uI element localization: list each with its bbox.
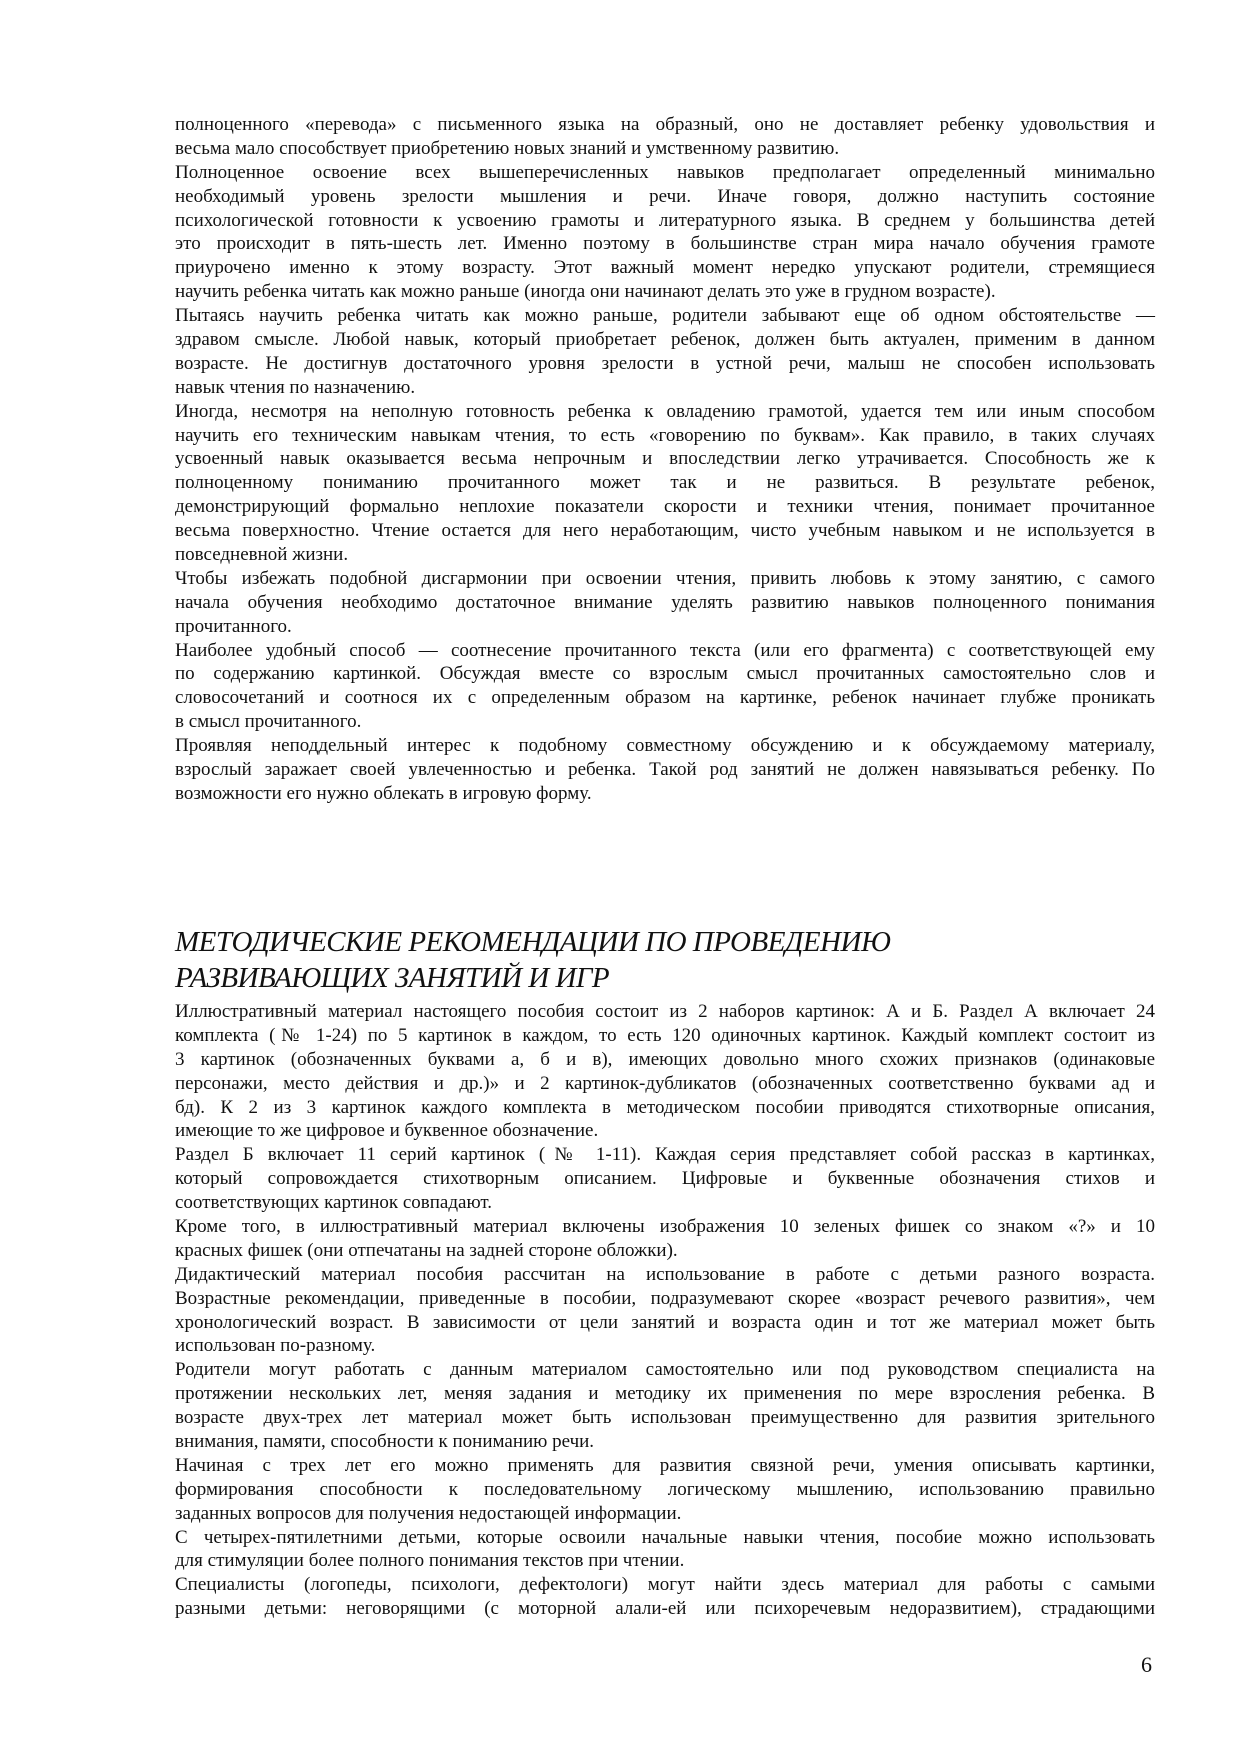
- text-line: Родители могут работать с данным материалом самостоятельно или под руководством специалиста на: [175, 1359, 1155, 1381]
- paragraph: [175, 1143, 1155, 1215]
- text-line: Пытаясь научить ребенка читать как можно раньше, родители забывают еще об одном обстоятельстве —: [175, 305, 1155, 327]
- text-line: Начиная с трех лет его можно применять для развития связной речи, умения описывать картинки,: [175, 1454, 1155, 1476]
- text-line: прочитанного.: [175, 615, 292, 637]
- text-line: который сопровождается стихотворным описанием. Цифровые и буквенные обозначения стихов и: [175, 1168, 1155, 1190]
- paragraph: [175, 1215, 1155, 1263]
- text-line: здравом смысле. Любой навык, который приобретает ребенок, должен быть актуален, применим в данном: [175, 329, 1155, 351]
- paragraph: [175, 1573, 1155, 1621]
- text-line: в смысл прочитанного.: [175, 711, 362, 733]
- paragraph: [175, 639, 1155, 735]
- text-line: необходимый уровень зрелости мышления и речи. Иначе говоря, должно наступить состояние: [175, 185, 1155, 207]
- text-line: возрасте двух-трех лет материал может быть использован преимущественно для развития зрительного: [175, 1407, 1155, 1429]
- text-line: возможности его нужно облекать в игровую форму.: [175, 782, 592, 804]
- text-line: 3 картинок (обозначенных буквами а, б и в), имеющих довольно много схожих признаков (одинаковые: [175, 1048, 1155, 1070]
- text-line: Раздел Б включает 11 серий картинок (№ 1-11). Каждая серия представляет собой рассказ в картинках,: [175, 1144, 1155, 1166]
- text-line: весьма поверхностно. Чтение остается для него неработающим, чисто учебным навыком и не используется в: [175, 520, 1155, 542]
- paragraph: [175, 1358, 1155, 1454]
- text-line: психологической готовности к усвоению грамоты и литературного языка. В среднем у большинства детей: [175, 209, 1155, 231]
- text-line: научить его техническим навыкам чтения, то есть «говорению по буквам». Как правило, в таких случаях: [175, 424, 1155, 446]
- text-line: взрослый заражает своей увлеченностью и ребенка. Такой род занятий не должен навязываться ребенку. По: [175, 759, 1155, 781]
- text-line: разными детьми: неговорящими (с моторной алали-ей или психоречевым недоразвитием), страдающими: [175, 1598, 1155, 1620]
- paragraph: [175, 567, 1155, 639]
- text-line: внимания, памяти, способности к пониманию речи.: [175, 1431, 595, 1453]
- text-line: соответствующих картинок совпадают.: [175, 1192, 493, 1214]
- paragraph: [175, 161, 1155, 304]
- text-line: Полноценное освоение всех вышеперечисленных навыков предполагает определенный минимально: [175, 161, 1155, 183]
- text-line: по содержанию картинкой. Обсуждая вместе со взрослым смысл прочитанных самостоятельно слов и: [175, 663, 1155, 685]
- text-line: использован по-разному.: [175, 1335, 376, 1357]
- paragraph: [175, 1263, 1155, 1359]
- text-line: это происходит в пять-шесть лет. Именно поэтому в большинстве стран мира начало обучения грамоте: [175, 233, 1155, 255]
- text-line: хронологический возраст. В зависимости от цели занятий и возраста один и тот же материал может быть: [175, 1311, 1155, 1333]
- text-line: С четырех-пятилетними детьми, которые освоили начальные навыки чтения, пособие можно использовать: [175, 1526, 1155, 1548]
- text-line: приурочено именно к этому возрасту. Этот важный момент нередко упускают родители, стремящиеся: [175, 257, 1155, 279]
- text-line: Кроме того, в иллюстративный материал включены изображения 10 зеленых фишек со знаком «?» и 10: [175, 1216, 1155, 1238]
- text-line: навык чтения по назначению.: [175, 376, 416, 398]
- text-line: полноценному пониманию прочитанного может так и не развиться. В результате ребенок,: [175, 472, 1155, 494]
- paragraph: [175, 1526, 1155, 1574]
- text-line: научить ребенка читать как можно раньше (иногда они начинают делать это уже в грудном возрасте).: [175, 281, 996, 303]
- section-2-text: [175, 1000, 1155, 1621]
- text-line: Чтобы избежать подобной дисгармонии при освоении чтения, привить любовь к этому занятию, с самого: [175, 567, 1155, 589]
- paragraph: [175, 113, 1155, 161]
- paragraph: [175, 734, 1155, 806]
- text-line: Иногда, несмотря на неполную готовность ребенка к овладению грамотой, удается тем или иным способом: [175, 400, 1155, 422]
- text-line: усвоенный навык оказывается весьма непрочным и впоследствии легко утрачивается. Способность же к: [175, 448, 1155, 470]
- text-line: заданных вопросов для получения недостающей информации.: [175, 1502, 682, 1524]
- text-line: формирования способности к последовательному логическому мышлению, использованию правильно: [175, 1478, 1155, 1500]
- text-line: возрасте. Не достигнув достаточного уровня зрелости в устной речи, малыш не способен использовать: [175, 352, 1155, 374]
- text-line: красных фишек (они отпечатаны на задней стороне обложки).: [175, 1239, 678, 1261]
- text-line: протяжении нескольких лет, меняя задания и методику их применения по мере взросления ребенка. В: [175, 1383, 1155, 1405]
- text-line: демонстрирующий формально неплохие показатели скорости и техники чтения, понимает прочитанное: [175, 496, 1155, 518]
- section-heading: [175, 924, 890, 996]
- text-line: Проявляя неподдельный интерес к подобному совместному обсуждению и к обсуждаемому материалу,: [175, 735, 1155, 757]
- text-line: Наиболее удобный способ — соотнесение прочитанного текста (или его фрагмента) с соответствующей ему: [175, 639, 1155, 661]
- text-line: Специалисты (логопеды, психологи, дефектологи) могут найти здесь материал для работы с самыми: [175, 1574, 1155, 1596]
- text-line: словосочетаний и соотнося их с определенным образом на картинке, ребенок начинает глубже проникать: [175, 687, 1155, 709]
- paragraph: [175, 1454, 1155, 1526]
- text-line: Дидактический материал пособия рассчитан на использование в работе с детьми разного возраста.: [175, 1263, 1155, 1285]
- paragraph: [175, 304, 1155, 400]
- heading-line-2: РАЗВИВАЮЩИХ ЗАНЯТИЙ И ИГР: [175, 962, 610, 994]
- text-line: начала обучения необходимо достаточное внимание уделять развитию навыков полноценного понимания: [175, 591, 1155, 613]
- text-line: Возрастные рекомендации, приведенные в пособии, подразумевают скорее «возраст речевого развития», чем: [175, 1287, 1155, 1309]
- text-line: Иллюстративный материал настоящего пособия состоит из 2 наборов картинок: А и Б. Раздел А включает 24: [175, 1001, 1155, 1022]
- page-number: 6: [1141, 1652, 1152, 1677]
- text-line: персонажи, место действия и др.)» и 2 картинок-дубликатов (обозначенных соответственно буквами ад и: [175, 1072, 1155, 1094]
- text-line: комплекта (№ 1-24) по 5 картинок в каждом, то есть 120 одиночных картинок. Каждый комплект состоит из: [175, 1024, 1155, 1046]
- text-line: повседневной жизни.: [175, 544, 349, 566]
- text-line: весьма мало способствует приобретению новых знаний и умственному развитию.: [175, 137, 840, 159]
- text-line: бд). К 2 из 3 картинок каждого комплекта в методическом пособии приводятся стихотворные описания,: [175, 1096, 1155, 1118]
- paragraph: [175, 1000, 1155, 1143]
- text-line: полноценного «перевода» с письменного языка на образный, оно не доставляет ребенку удовольствия и: [175, 114, 1155, 135]
- text-line: для стимуляции более полного понимания текстов при чтении.: [175, 1550, 685, 1572]
- section-1-text: [175, 113, 1155, 806]
- paragraph: [175, 400, 1155, 567]
- heading-line-1: МЕТОДИЧЕСКИЕ РЕКОМЕНДАЦИИ ПО ПРОВЕДЕНИЮ: [175, 926, 891, 958]
- text-line: имеющие то же цифровое и буквенное обозначение.: [175, 1120, 599, 1142]
